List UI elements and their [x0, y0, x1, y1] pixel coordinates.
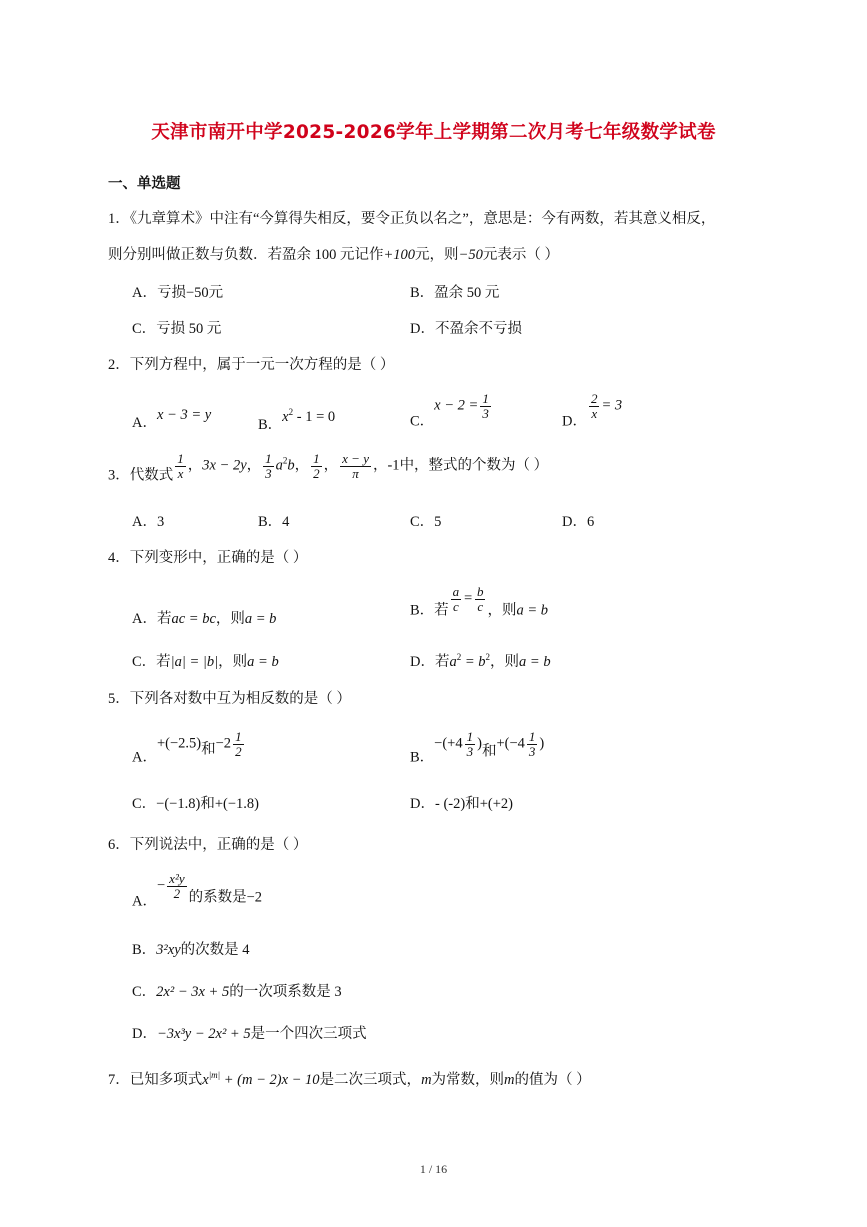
section-heading-single-choice: 一、单选题 [108, 176, 181, 192]
question-7-stem: 7．已知多项式$x^{|m|} + (m - 2)x - 10$是二次三项式，m为常数，则m的值为（ ） [108, 1070, 591, 1088]
question-3-option-d[interactable]: D．6 [562, 514, 595, 530]
question-2-stem: 2．下列方程中，属于一元一次方程的是（ ） [108, 357, 395, 373]
question-6-stem: 6．下列说法中，正确的是（ ） [108, 837, 308, 853]
question-5-option-c[interactable]: C．−(−1.8)和+(−1.8) [132, 796, 259, 812]
question-3-option-c[interactable]: C．5 [410, 514, 442, 530]
question-2-option-c[interactable]: C．x − 2 = $\frac{1}{3}$ [410, 391, 489, 430]
question-3-option-a[interactable]: A．3 [132, 514, 165, 530]
question-4-option-c[interactable]: C．若|a| = |b|，则a = b [132, 654, 279, 670]
question-4-option-b[interactable]: B．若 $\frac{a}{c}$ = $\frac{b}{c}$ ，则a = b [410, 584, 549, 619]
question-5-option-b[interactable]: B．−(+4 $\frac{1}{3}$ )和+(−4 $\frac{1}{3}$ ) [410, 729, 545, 766]
question-6-option-b[interactable]: B．3²xy的次数是 4 [132, 942, 250, 958]
question-6-option-a[interactable]: A．− $\frac{\text{x²y}}{2}$ 的系数是−2 [132, 871, 263, 910]
question-2-option-d[interactable]: D． $\frac{2}{x}$ = 3 [562, 391, 623, 430]
question-1-option-b[interactable]: B．盈余 50 元 [410, 285, 500, 301]
question-3-option-b[interactable]: B．4 [258, 514, 290, 530]
question-4-stem: 4．下列变形中，正确的是（ ） [108, 550, 308, 566]
exam-title: 天津市南开中学2025-2026学年上学期第二次月考七年级数学试卷 [151, 122, 716, 143]
question-4-option-d[interactable]: D．若$a^2 = b^2$，则a = b [410, 652, 551, 670]
question-5-option-d[interactable]: D．- (-2)和+(+2) [410, 796, 513, 812]
question-2-option-a[interactable]: A．x − 3 = y [132, 407, 212, 431]
question-3-stem: 3．代数式 $\frac{1}{x}$ ，3x − 2y， $\frac{1}{3}$ $a^2b$， $\frac{1}{2}$ ， $\frac{x - y}{\pi}$ ，-1中，整式的个数为（ ） [108, 451, 549, 484]
page-number: 1 / 16 [419, 1162, 448, 1176]
question-1-line-1: 1．《九章算术》中注有“今算得失相反，要令正负以名之”，意思是：今有两数，若其意义相反， [108, 211, 716, 227]
question-5-stem: 5．下列各对数中互为相反数的是（ ） [108, 691, 351, 707]
question-6-option-d[interactable]: D．−3x³y − 2x² + 5是一个四次三项式 [132, 1026, 367, 1042]
question-2-option-b[interactable]: B．$x^2 - 1 = 0$ [258, 407, 336, 433]
question-6-option-c[interactable]: C．2x² − 3x + 5的一次项系数是 3 [132, 984, 342, 1000]
question-1-option-d[interactable]: D．不盈余不亏损 [410, 321, 522, 337]
question-5-option-a[interactable]: A．+(−2.5)和−2 $\frac{1}{2}$ [132, 729, 242, 766]
question-1-option-a[interactable]: A．亏损−50元 [132, 285, 224, 301]
question-1-line-2: 则分别叫做正数与负数．若盈余 100 元记作+100元，则−50元表示（ ） [108, 247, 559, 263]
question-1-option-c[interactable]: C．亏损 50 元 [132, 321, 222, 337]
question-4-option-a[interactable]: A．若ac = bc，则a = b [132, 611, 277, 627]
